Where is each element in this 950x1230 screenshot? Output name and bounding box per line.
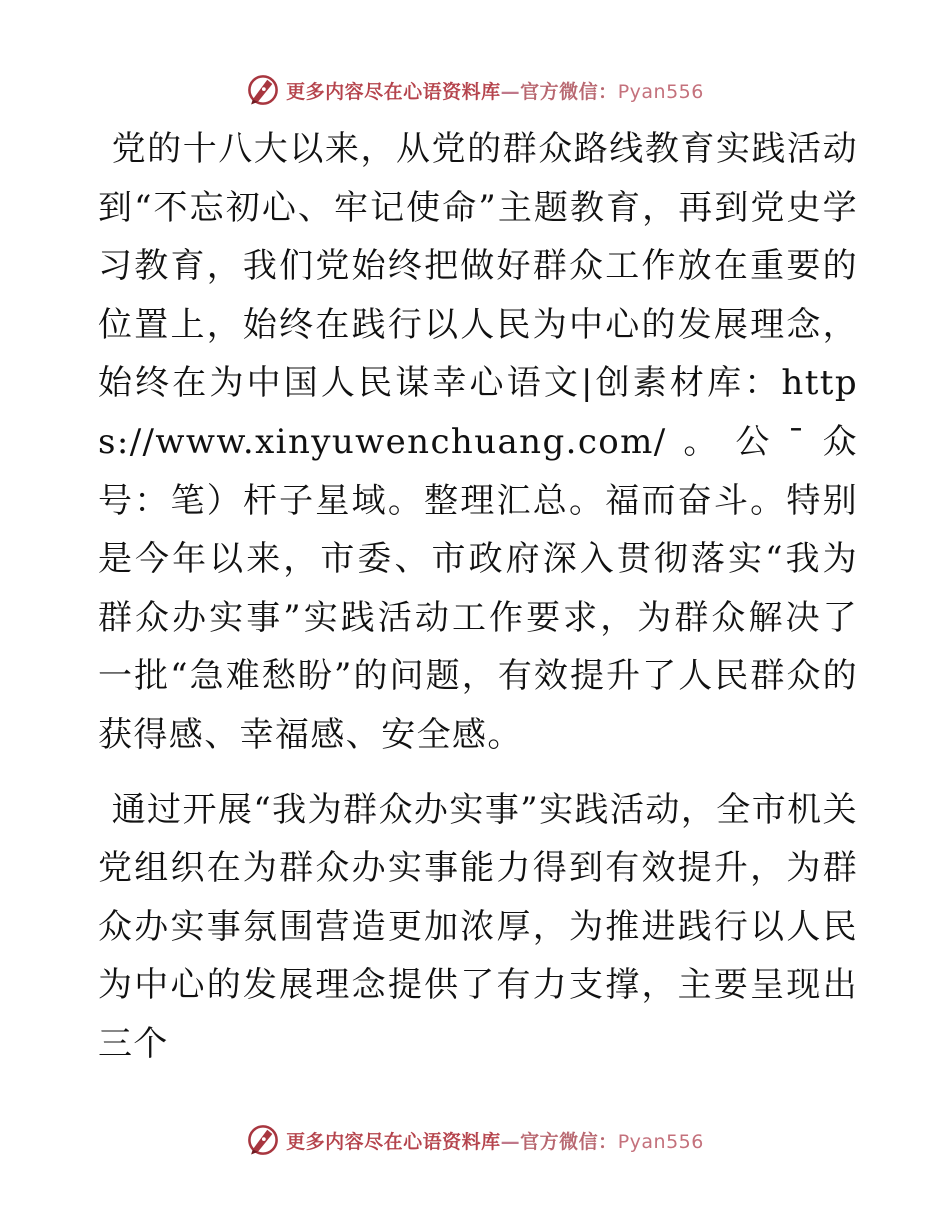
footer-banner-wechat-label: 官方微信：	[520, 1130, 618, 1153]
body-paragraph-1: 党的十八大以来，从党的群众路线教育实践活动到“不忘初心、牢记使命”主题教育，再到党史学习教育，我们党始终把做好群众工作放在重要的位置上，始终在践行以人民为中心的发展理念，始终在为中国人民谋幸心语文|创素材库：https://www.xinyuwenchuang.com/。公¯众号：笔）杆子星域。整理汇总。福而奋斗。特别是今年以来，市委、市政府深入贯彻落实“我为群众办实事”实践活动工作要求，为群众解决了一批“急难愁盼”的问题，有效提升了人民群众的获得感、幸福感、安全感。	[98, 129, 858, 755]
document-body	[98, 120, 858, 1074]
header-banner	[0, 70, 950, 110]
body-paragraph-2: 通过开展“我为群众办实事”实践活动，全市机关党组织在为群众办实事能力得到有效提升，为群众办实事氛围营造更加浓厚，为推进践行以人民为中心的发展理念提供了有力支撑，主要呈现出三个	[98, 789, 858, 1064]
footer-banner-wechat-id: Pyan556	[617, 1130, 704, 1153]
footer-banner-text	[286, 1127, 704, 1154]
pen-nib-logo-icon	[246, 1123, 280, 1157]
footer-banner-separator: —	[500, 1130, 521, 1153]
header-banner-wechat-label: 官方微信：	[520, 80, 618, 103]
footer-banner	[0, 1120, 950, 1160]
header-banner-wechat-id: Pyan556	[617, 80, 704, 103]
header-banner-text	[286, 77, 704, 104]
pen-nib-logo-icon	[246, 73, 280, 107]
footer-banner-title: 更多内容尽在心语资料库	[286, 1130, 501, 1153]
header-banner-separator: —	[500, 80, 521, 103]
header-banner-title: 更多内容尽在心语资料库	[286, 80, 501, 103]
